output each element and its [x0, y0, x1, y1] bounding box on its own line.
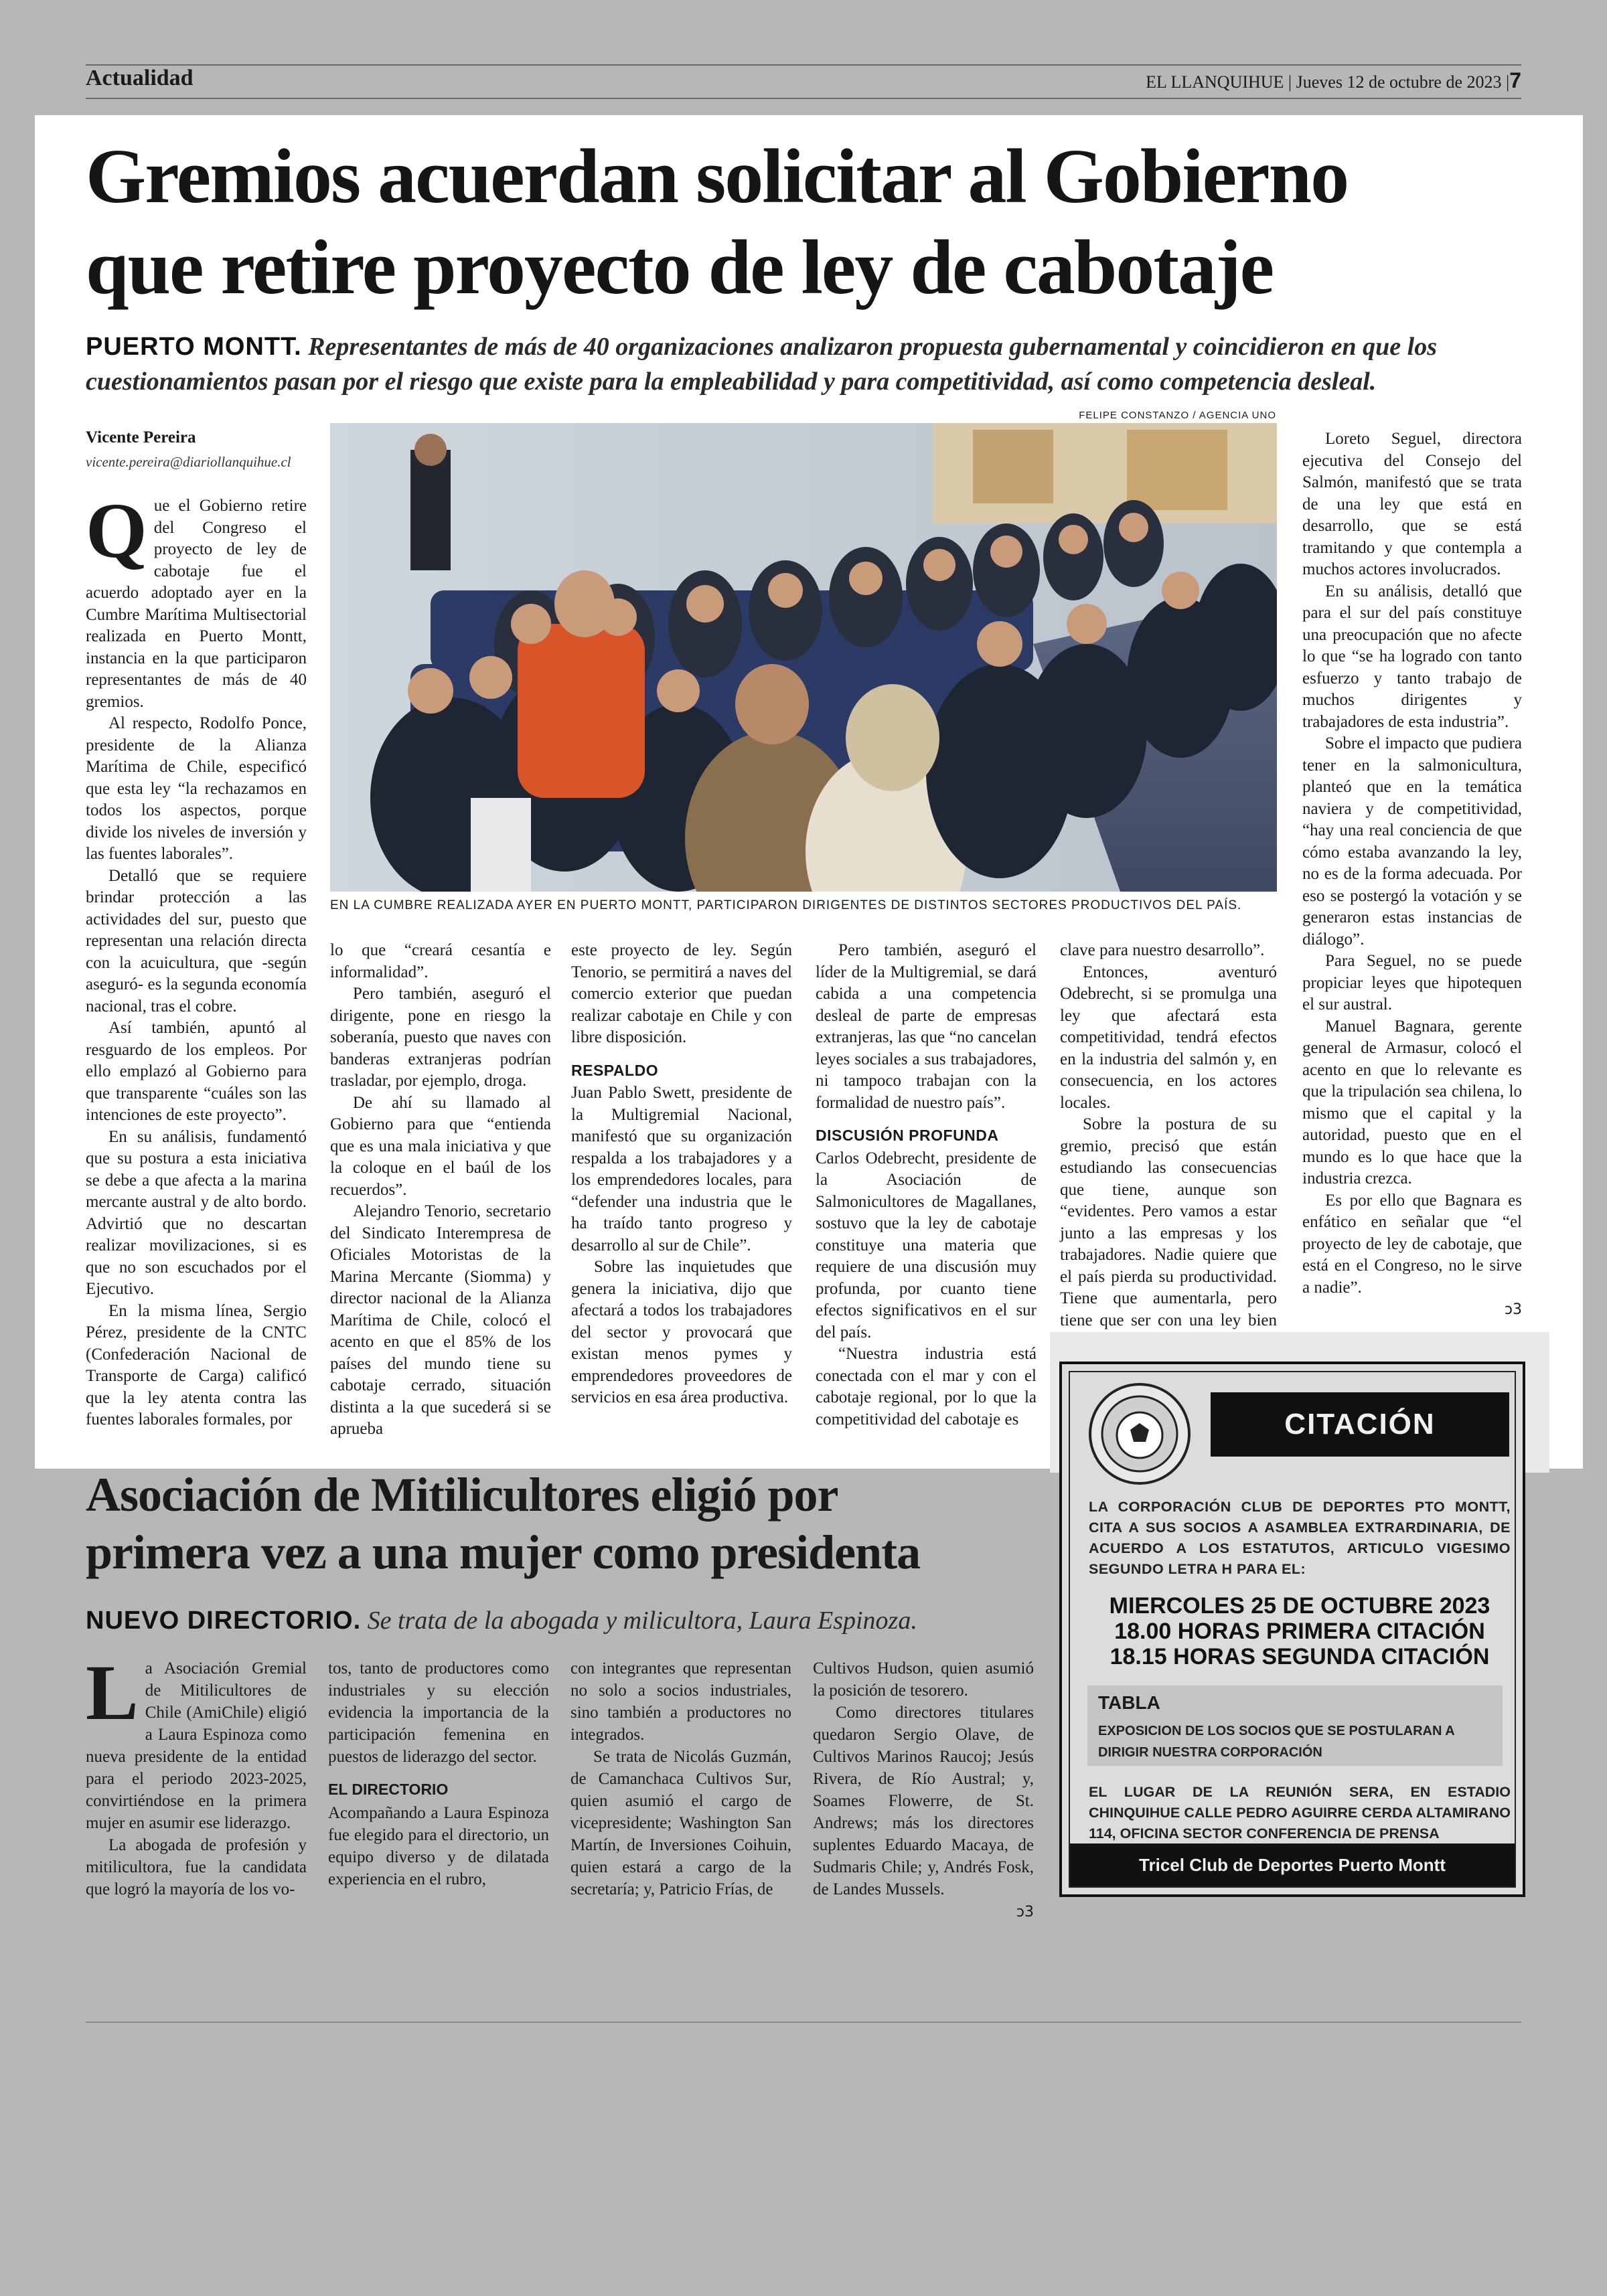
second-column-2: [328, 1657, 549, 1890]
paragraph: Al respecto, Rodolfo Ponce, presidente de la Alianza Marítima de Chile, especificó que esta ley “la rechazamos en todos los aspectos, porque divide los niveles de inversión y las fuentes laborales”.: [86, 714, 307, 863]
ad-date-line-3: 18.15 HORAS SEGUNDA CITACIÓN: [1109, 1644, 1490, 1669]
subhead-discusion: DISCUSIÓN PROFUNDA: [816, 1127, 999, 1144]
paragraph: Sobre las inquietudes que genera la iniciativa, dijo que afectará a todos los trabajadores del sector y provocará que existan menos pymes y emprendedores proveedores de servicios en esa área productiva.: [571, 1258, 792, 1406]
second-article-headline: [86, 1466, 1063, 1581]
second-column-3: [570, 1657, 791, 1900]
audience-photo-illustration: [330, 423, 1277, 892]
paragraph: Juan Pablo Swett, presidente de la Multigremial Nacional, manifestó que su organización respalda a los trabajadores y a los emprendedores locales, para “defender una industria que le ha traído tanto progreso y desarrollo al sur de Chile”.: [571, 1084, 792, 1254]
paragraph: “Nuestra industria está conectada con el mar y con el cabotaje regional, por lo que la competitividad del cabotaje es: [816, 1345, 1037, 1428]
subhead-directorio: EL DIRECTORIO: [328, 1781, 449, 1798]
club-logo-icon: [1087, 1382, 1192, 1486]
paragraph: Detalló que se requiere brindar protección a las actividades del sur, puesto que representan una relación directa con la acuicultura, que -según aseguró- es la segunda economía nacional, tras el cobre.: [86, 866, 307, 1015]
article-headline: [86, 131, 1525, 313]
folio-text: EL LLANQUIHUE | Jueves 12 de octubre de 2023 |: [1146, 72, 1510, 92]
paragraph: Carlos Odebrecht, presidente de la Asociación de Salmonicultores de Magallanes, sostuvo que la ley de cabotaje constituye una materia que requiere de una discusión muy profunda, por cuanto tiene efectos significativos en el sur del país.: [816, 1149, 1037, 1341]
page-bottom-rule: [86, 2022, 1521, 2023]
paragraph: En su análisis, fundamentó que su postura a esta iniciativa se debe a que afecta a la marina mercante austral y de alto bordo. Advirtió que no descartan realizar movilizaciones, si es que no son escuchados por el Ejecutivo.: [86, 1127, 307, 1298]
page-folio: [1146, 68, 1521, 93]
photo-caption: EN LA CUMBRE REALIZADA AYER EN PUERTO MONTT, PARTICIPARON DIRIGENTES DE DISTINTOS SECTORES PRODUCTIVOS DEL PAÍS.: [330, 898, 1242, 912]
article-photo: [330, 423, 1277, 892]
ad-place-text: EL LUGAR DE LA REUNIÓN SERA, EN ESTADIO CHINQUIHUE CALLE PEDRO AGUIRRE CERDA ALTAMIRANO 114, OFICINA SECTOR CONFERENCIA DE PRENSA: [1089, 1784, 1511, 1841]
paragraph: Así también, apuntó al resguardo de los empleos. Por ello emplazó al Gobierno para que transparente “cuáles son las intenciones de este proyecto”.: [86, 1019, 307, 1124]
paragraph: En la misma línea, Sergio Pérez, presidente de la CNTC (Confederación Nacional de Transporte de Carga) calificó que la ley atenta contra las fuentes laborales formales, por: [86, 1301, 307, 1428]
paragraph: clave para nuestro desarrollo”.: [1060, 941, 1265, 959]
end-mark-2: [813, 1900, 1034, 1923]
byline-email[interactable]: vicente.pereira@diariollanquihue.cl: [86, 454, 291, 470]
paragraph: Manuel Bagnara, gerente general de Armasur, colocó el acento en que lo relevante es que la tripulación sea chilena, lo mismo que el capital y la autoridad, puesto que en el mundo es lo que hace que la industria crezca.: [1302, 1017, 1522, 1187]
header-bottom-rule: [86, 98, 1521, 99]
ad-tabla-text: EXPOSICION DE LOS SOCIOS QUE SE POSTULARAN A DIRIGIR NUESTRA CORPORACIÓN: [1098, 1724, 1454, 1760]
citacion-ad: [1059, 1362, 1525, 1897]
kicker-text: Representantes de más de 40 organizaciones analizaron propuesta gubernamental y coincidieron en que los cuestionamientos pasan por el riesgo que existe para la empleabilidad y para competitividad, así como competencia desleal.: [86, 333, 1437, 396]
second-column-1: [86, 1649, 307, 1900]
ad-date-block: [1089, 1593, 1511, 1669]
paragraph: lo que “creará cesantía e informalidad”.: [330, 941, 551, 981]
paragraph: De ahí su llamado al Gobierno para que “entienda que es una mala iniciativa y que la coloque en el baúl de los recuerdos”.: [330, 1093, 551, 1199]
headline2-line-2: primera vez a una mujer como presidenta: [86, 1526, 921, 1579]
paragraph: tos, tanto de productores como industriales y su elección evidencia la importancia de la participación femenina en puestos de liderazgo del sector.: [328, 1659, 549, 1766]
paragraph: ue el Gobierno retire del Congreso el proyecto de ley de cabotaje fue el acuerdo adoptado ayer en la Cumbre Marítima Multisectorial realizada en Puerto Montt, instancia en la que participaron representantes de más de 40 gremios.: [86, 497, 307, 711]
article-column-6: [1302, 428, 1522, 1321]
paragraph: con integrantes que representan no solo a socios industriales, sino también a productores no integrados.: [570, 1659, 791, 1744]
drop-cap-2: L: [86, 1649, 139, 1736]
ad-inner-frame: [1069, 1371, 1516, 1888]
photo-credit: FELIPE CONSTANZO / AGENCIA UNO: [1079, 410, 1276, 421]
article-column-3: [571, 940, 792, 1409]
paragraph: La abogada de profesión y mitilicultora, fue la candidata que logró la mayoría de los vo-: [86, 1836, 307, 1898]
paragraph: Loreto Seguel, directora ejecutiva del Consejo del Salmón, manifestó que se trata de una ley que está en desarrollo, que se está tramitando y que contempla a muchos actores involucrados.: [1302, 430, 1522, 578]
paragraph: Pero también, aseguró el líder de la Multigremial, se dará cabida a una competencia desleal de parte de empresas extranjeras, las que “no cancelan leyes sociales a sus trabajadores, ni tampoco trabajan con la formalidad de nuestro país”.: [816, 941, 1037, 1112]
end-mark-2-glyph: ↄ3: [1016, 1904, 1034, 1920]
second-article-kicker: [86, 1604, 1063, 1637]
paragraph: Alejandro Tenorio, secretario del Sindicato Interempresa de Oficiales Motoristas de la Marina Mercante (Siomma) y director nacional de la Alianza Marítima de Chile, colocó el acento en que el 85% de los países del mundo tiene su cabotaje cerrado, situación distinta a la que sucederá si se aprueba: [330, 1202, 551, 1438]
second-column-4: [813, 1657, 1034, 1923]
byline: Vicente Pereira: [86, 428, 196, 446]
ad-date-line-2: 18.00 HORAS PRIMERA CITACIÓN: [1114, 1619, 1485, 1644]
drop-cap: Q: [86, 487, 147, 574]
article-column-2: [330, 940, 551, 1441]
kicker-place: PUERTO MONTT.: [86, 333, 302, 361]
paragraph: este proyecto de ley. Según Tenorio, se permitirá a naves del comercio exterior que puedan realizar cabotaje en Chile y con libre disposición.: [571, 941, 792, 1046]
paragraph: Pero también, aseguró el dirigente, pone en riesgo la soberanía, puesto que naves con banderas extranjeras podrían trasladar, por ejemplo, droga.: [330, 985, 551, 1090]
article-column-4: [816, 940, 1037, 1430]
section-label: Actualidad: [86, 66, 194, 90]
paragraph: Como directores titulares quedaron Sergio Olave, de Cultivos Marinos Raucoj; Jesús Rivera, de Río Austral; y, Soames Flowerre, de St. Andrews; más los directores suplentes Eduardo Macaya, de Sudmaris Chile; y, Andrés Fosk, de Landes Mussels.: [813, 1704, 1034, 1898]
paragraph: Acompañando a Laura Espinoza fue elegido para el directorio, un equipo diverso y de dilatada experiencia en el rubro,: [328, 1804, 549, 1888]
paragraph: En su análisis, detalló que para el sur del país constituye una preocupación que no afecte lo que “se ha logrado con tanto esfuerzo y tanto trabajo de muchos dirigentes y trabajadores de esta industria”.: [1302, 582, 1522, 731]
ad-body-text: LA CORPORACIÓN CLUB DE DEPORTES PTO MONTT, CITA A SUS SOCIOS A ASAMBLEA EXTRARDINARIA, DE ACUERDO A LOS ESTATUTOS, ARTICULO VIGESIMO SEGUNDO LETRA H PARA EL:: [1089, 1499, 1511, 1577]
ad-tabla-title: TABLA: [1098, 1692, 1160, 1713]
paragraph: Para Seguel, no se puede propiciar leyes que hipotequen el sur austral.: [1302, 952, 1522, 1013]
page-number: 7: [1509, 68, 1521, 92]
ad-footer: Tricel Club de Deportes Puerto Montt: [1070, 1843, 1515, 1886]
paragraph: Sobre el impacto que pudiera tener en la salmonicultura, planteó que en la temática naviera y de competitividad, “hay una real conciencia de que cómo estaba avanzando la ley, no es de la forma adecuada. Por eso se postergó la votación y se generaron estas instancias de diálogo”.: [1302, 734, 1522, 949]
paragraph: Es por ello que Bagnara es enfático en señalar que “el proyecto de ley de cabotaje, que está en el Congreso, no le sirve a nadie”.: [1302, 1191, 1522, 1297]
article-column-1: [86, 487, 307, 1431]
end-mark-glyph: ↄ3: [1504, 1301, 1522, 1318]
subhead-respaldo: RESPALDO: [571, 1061, 659, 1079]
headline-line-1: Gremios acuerdan solicitar al Gobierno: [86, 134, 1349, 220]
paragraph: a Asociación Gremial de Mitilicultores de Chile (AmiChile) eligió a Laura Espinoza como nueva presidente de la entidad para el periodo 2023-2025, convirtiéndose en la primera mujer en asumir ese liderazgo.: [86, 1659, 307, 1832]
article-column-5: [1060, 940, 1277, 1354]
paragraph: Cultivos Hudson, quien asumió la posición de tesorero.: [813, 1659, 1034, 1700]
article-kicker: [86, 329, 1512, 399]
headline2-line-1: Asociación de Mitilicultores eligió por: [86, 1468, 838, 1522]
ad-title: CITACIÓN: [1211, 1392, 1509, 1457]
paragraph: Entonces, aventuró Odebrecht, si se promulga una ley que afectará esta competitividad, tendrá efectos en la industria del salmón y, en consecuencia, en los actores locales.: [1060, 963, 1277, 1112]
ad-date-line-1: MIERCOLES 25 DE OCTUBRE 2023: [1109, 1593, 1490, 1619]
paragraph: Sobre la postura de su gremio, precisó que están estudiando las consecuencias que tiene, aunque son “evidentes. Pero vamos a estar junto a las empresas y los trabajadores. Nadie quiere que el país pierda su productividad. Tiene que aumentarla, pero tiene que ser con una ley bien: [1060, 1115, 1277, 1329]
end-mark: [1302, 1299, 1522, 1321]
header-top-rule: [86, 64, 1521, 66]
kicker2-text: Se trata de la abogada y milicultora, Laura Espinoza.: [367, 1607, 917, 1635]
headline-line-2: que retire proyecto de ley de cabotaje: [86, 225, 1274, 311]
kicker2-label: NUEVO DIRECTORIO.: [86, 1607, 362, 1635]
ad-tabla-box: [1087, 1686, 1503, 1766]
paragraph: Se trata de Nicolás Guzmán, de Camanchaca Cultivos Sur, quien asumió el cargo de vicepresidente; Washington San Martín, de Inversiones Coihuin, quien estará a cargo de la secretaría; y, Patricio Frías, de: [570, 1748, 791, 1898]
